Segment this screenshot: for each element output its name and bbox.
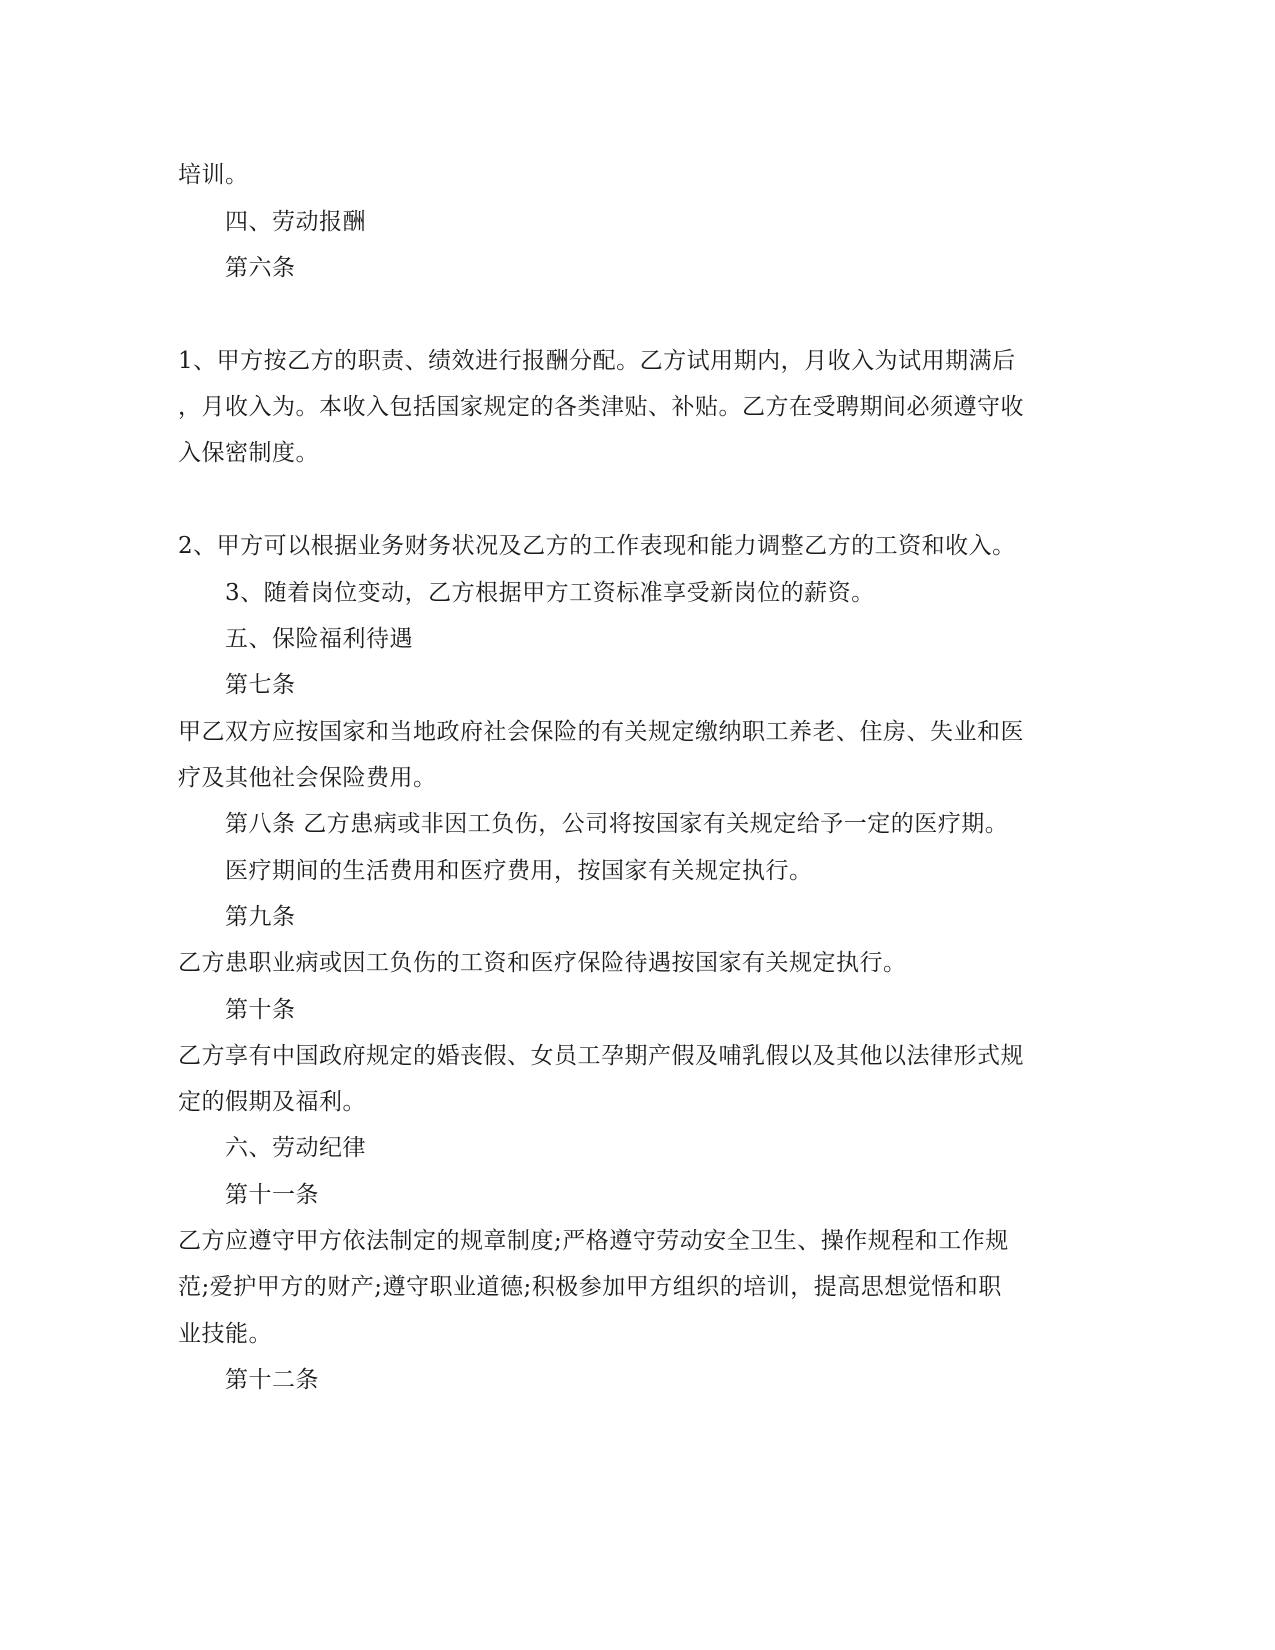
text-line: 培训。	[178, 162, 249, 188]
section-heading: 六、劳动纪律	[225, 1135, 366, 1161]
text-line: 乙方患职业病或因工负伤的工资和医疗保险待遇按国家有关规定执行。	[178, 950, 907, 976]
article-heading: 第十二条	[225, 1367, 319, 1393]
article-heading: 第八条 乙方患病或非因工负伤，公司将按国家有关规定给予一定的医疗期。	[225, 811, 1009, 837]
text-line: 2、甲方可以根据业务财务状况及乙方的工作表现和能力调整乙方的工资和收入。	[178, 533, 1016, 559]
article-heading: 第七条	[225, 672, 296, 698]
article-heading: 第九条	[225, 904, 296, 930]
text-line: 定的假期及福利。	[178, 1089, 366, 1115]
text-line: 范;爱护甲方的财产;遵守职业道德;积极参加甲方组织的培训，提高思想觉悟和职	[178, 1274, 1002, 1300]
text-line: 疗及其他社会保险费用。	[178, 765, 437, 791]
article-heading: 第十条	[225, 997, 296, 1023]
text-line: 甲乙双方应按国家和当地政府社会保险的有关规定缴纳职工养老、住房、失业和医	[178, 719, 1024, 745]
section-heading: 五、保险福利待遇	[225, 626, 413, 652]
article-heading: 第六条	[225, 255, 296, 281]
text-line: 乙方应遵守甲方依法制定的规章制度;严格遵守劳动安全卫生、操作规程和工作规	[178, 1228, 1009, 1254]
text-line: 医疗期间的生活费用和医疗费用，按国家有关规定执行。	[225, 858, 813, 884]
text-line: 乙方享有中国政府规定的婚丧假、女员工孕期产假及哺乳假以及其他以法律形式规	[178, 1043, 1024, 1069]
text-line: 1、甲方按乙方的职责、绩效进行报酬分配。乙方试用期内，月收入为试用期满后	[178, 348, 1016, 374]
text-line: ，月收入为。本收入包括国家规定的各类津贴、补贴。乙方在受聘期间必须遵守收	[178, 394, 1024, 420]
article-heading: 第十一条	[225, 1182, 319, 1208]
text-line: 入保密制度。	[178, 440, 319, 466]
section-heading: 四、劳动报酬	[225, 209, 366, 235]
text-line: 3、随着岗位变动，乙方根据甲方工资标准享受新岗位的薪资。	[225, 580, 875, 606]
text-line: 业技能。	[178, 1321, 272, 1347]
